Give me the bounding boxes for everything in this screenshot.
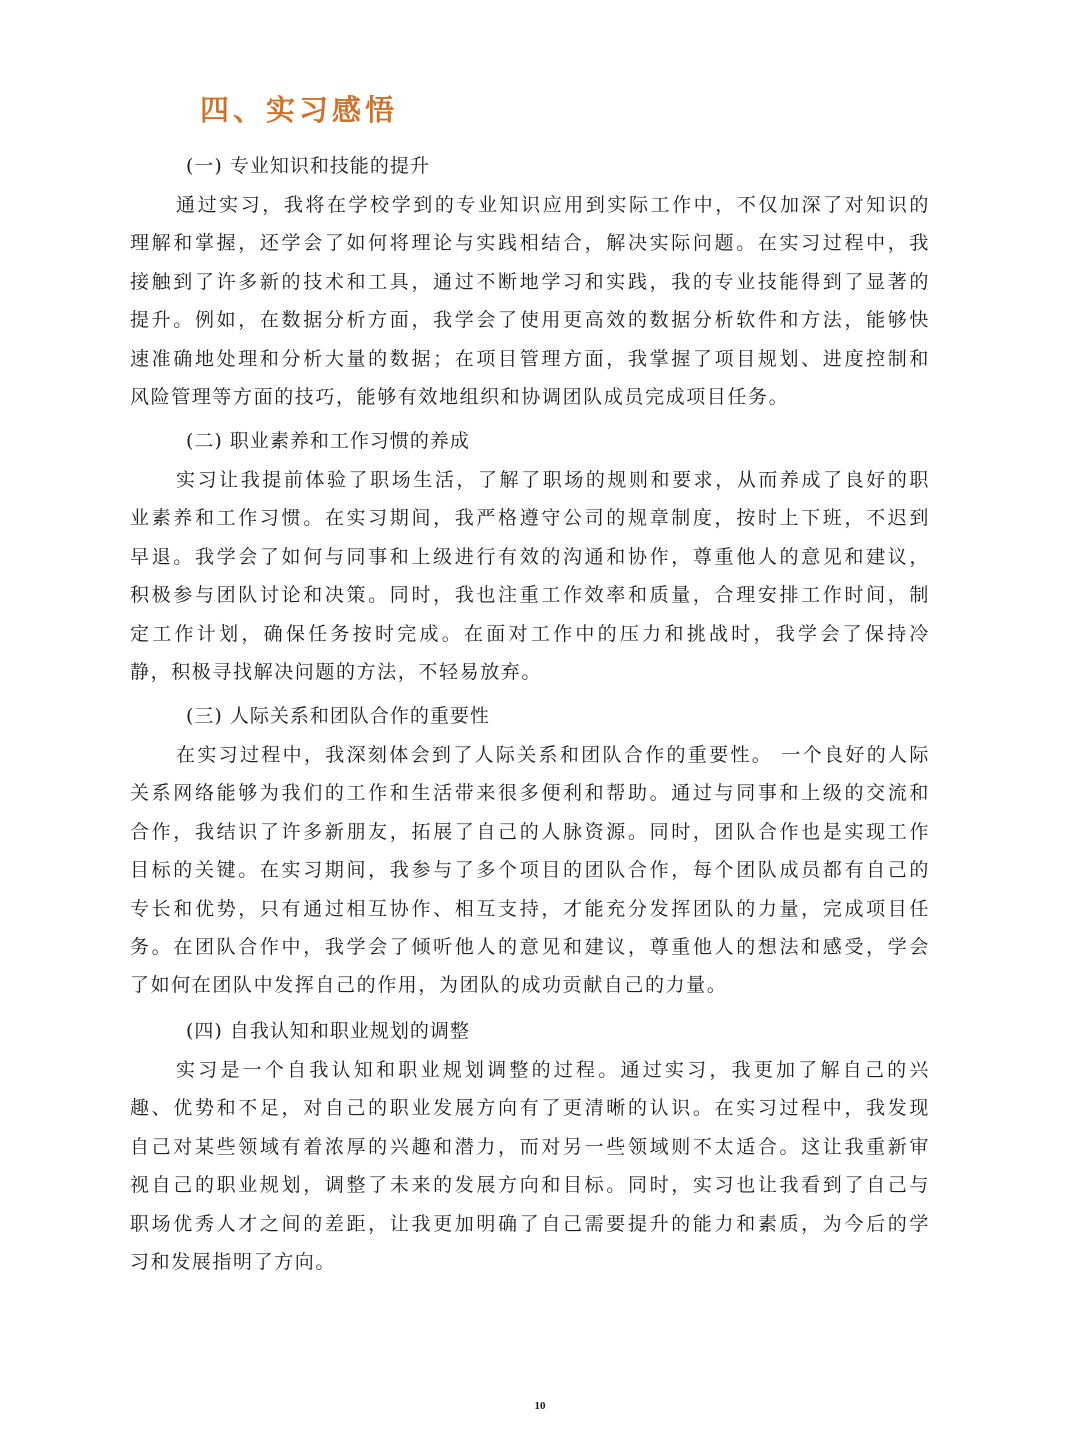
subsection-4 (130, 1011, 930, 1281)
subsection-heading: (四) 自我认知和职业规划的调整 (186, 1020, 470, 1042)
paragraph-line: 习和发展指明了方向。 (130, 1250, 337, 1273)
paragraph-line: 趣、优势和不足，对自己的职业发展方向有了更清晰的认识。在实习过程中，我发现 (130, 1097, 930, 1120)
paragraph-line: 目标的关键。在实习期间，我参与了多个项目的团队合作，每个团队成员都有自己的 (130, 859, 930, 882)
paragraph-line: 实习让我提前体验了职场生活，了解了职场的规则和要求，从而养成了良好的职 (176, 469, 930, 491)
page-number: 10 (534, 1400, 546, 1412)
subsection-heading: (三) 人际关系和团队合作的重要性 (186, 705, 490, 727)
paragraph-line: 提升。例如，在数据分析方面，我学会了使用更高效的数据分析软件和方法，能够快 (130, 309, 930, 332)
paragraph-line: 风险管理等方面的技巧，能够有效地组织和协调团队成员完成项目任务。 (130, 385, 790, 408)
paragraph-line: 静，积极寻找解决问题的方法，不轻易放弃。 (130, 660, 543, 683)
paragraph-line: 接触到了许多新的技术和工具，通过不断地学习和实践，我的专业技能得到了显著的 (130, 270, 930, 293)
subsection-heading: (二) 职业素养和工作习惯的养成 (186, 430, 470, 452)
paragraph-line: 通过实习，我将在学校学到的专业知识应用到实际工作中，不仅加深了对知识的 (176, 194, 930, 216)
section-title: 四、实习感悟 (200, 93, 399, 127)
paragraph-line: 实习是一个自我认知和职业规划调整的过程。通过实习，我更加了解自己的兴 (176, 1059, 930, 1081)
subsection-3 (130, 696, 930, 1005)
paragraph-line: 关系网络能够为我们的工作和生活带来很多便利和帮助。通过与同事和上级的交流和 (130, 782, 930, 805)
paragraph-line: 速准确地处理和分析大量的数据；在项目管理方面，我掌握了项目规划、进度控制和 (130, 347, 930, 370)
subsection-1 (130, 146, 930, 416)
paragraph-line: 务。在团队合作中，我学会了倾听他人的意见和建议，尊重他人的想法和感受，学会 (130, 935, 930, 958)
subsection-2 (130, 421, 930, 691)
paragraph-line: 定工作计划，确保任务按时完成。在面对工作中的压力和挑战时，我学会了保持冷 (130, 622, 930, 645)
paragraph-line: 专长和优势，只有通过相互协作、相互支持，才能充分发挥团队的力量，完成项目任 (130, 897, 930, 920)
subsection-heading: (一) 专业知识和技能的提升 (186, 155, 430, 177)
paragraph-line: 早退。我学会了如何与同事和上级进行有效的沟通和协作，尊重他人的意见和建议， (130, 545, 930, 568)
paragraph-line: 积极参与团队讨论和决策。同时，我也注重工作效率和质量，合理安排工作时间，制 (130, 584, 930, 607)
paragraph-line: 自己对某些领域有着浓厚的兴趣和潜力，而对另一些领域则不太适合。这让我重新审 (130, 1135, 930, 1158)
paragraph-line: 视自己的职业规划，调整了未来的发展方向和目标。同时，实习也让我看到了自己与 (130, 1174, 930, 1197)
paragraph-line: 合作，我结识了许多新朋友，拓展了自己的人脉资源。同时，团队合作也是实现工作 (130, 820, 930, 843)
paragraph-line: 在实习过程中，我深刻体会到了人际关系和团队合作的重要性。 一个良好的人际 (176, 744, 930, 766)
paragraph-line: 理解和掌握，还学会了如何将理论与实践相结合，解决实际问题。在实习过程中，我 (130, 232, 930, 255)
paragraph-line: 职场优秀人才之间的差距，让我更加明确了自己需要提升的能力和素质，为今后的学 (130, 1212, 930, 1235)
paragraph-line: 了如何在团队中发挥自己的作用，为团队的成功贡献自己的力量。 (130, 974, 728, 997)
paragraph-line: 业素养和工作习惯。在实习期间，我严格遵守公司的规章制度，按时上下班，不迟到 (130, 507, 930, 530)
